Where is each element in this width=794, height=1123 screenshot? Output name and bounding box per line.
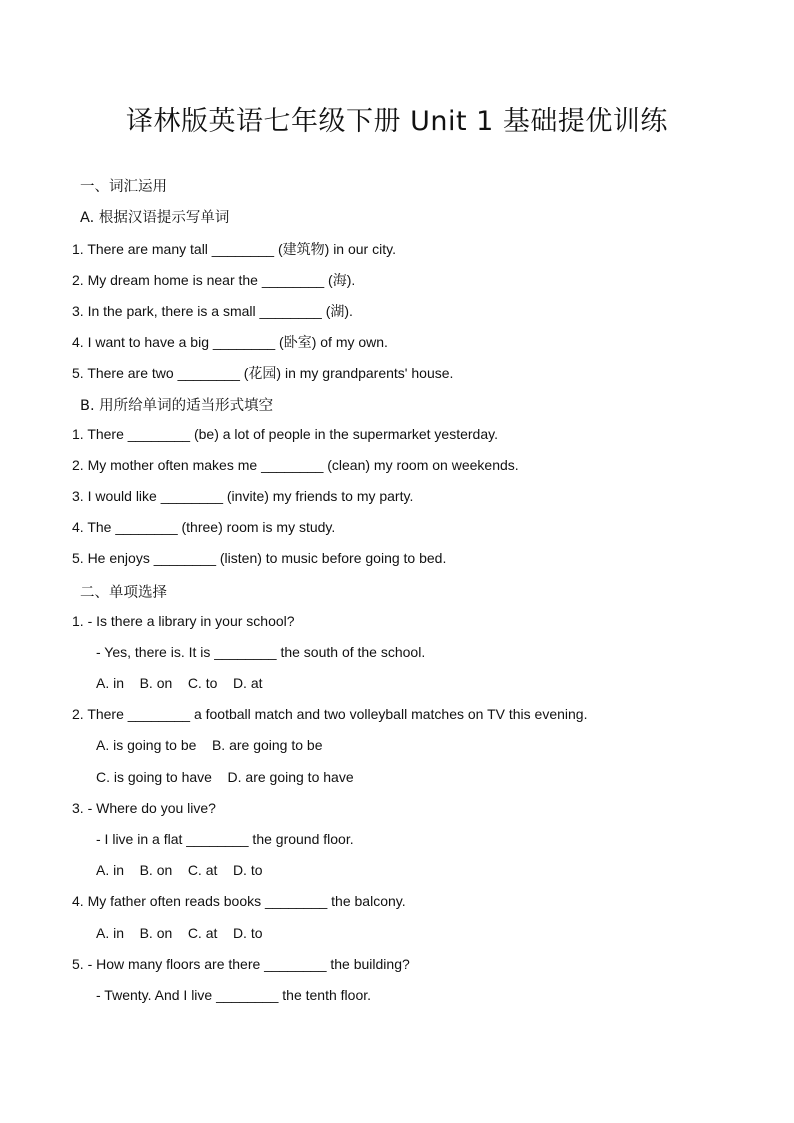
question-line: - Yes, there is. It is ________ the south of the school. — [96, 644, 426, 660]
section-heading-vocabulary: 一、词汇运用 — [80, 179, 167, 195]
list-item: 2. My dream home is near the ________ (海). — [72, 272, 356, 288]
question-line: - I live in a flat ________ the ground floor. — [96, 831, 354, 847]
list-item: 2. My mother often makes me ________ (clean) my room on weekends. — [72, 457, 519, 473]
list-item: 1. There are many tall ________ (建筑物) in our city. — [72, 241, 396, 257]
answer-options: A. is going to be B. are going to be — [96, 737, 323, 753]
list-item: 4. I want to have a big ________ (卧室) of my own. — [72, 334, 388, 350]
answer-options: A. in B. on C. at D. to — [96, 862, 263, 878]
question-stem: 2. There ________ a football match and two volleyball matches on TV this evening. — [72, 706, 588, 722]
answer-options: C. is going to have D. are going to have — [96, 769, 354, 785]
part-a-heading: A. 根据汉语提示写单词 — [80, 210, 230, 226]
part-b-heading: B. 用所给单词的适当形式填空 — [80, 398, 274, 414]
list-item: 3. I would like ________ (invite) my friends to my party. — [72, 488, 414, 504]
page-title: 译林版英语七年级下册 Unit 1 基础提优训练 — [126, 106, 668, 137]
answer-options: A. in B. on C. at D. to — [96, 925, 263, 941]
question-stem: 1. - Is there a library in your school? — [72, 613, 295, 629]
question-stem: 5. - How many floors are there ________ the building? — [72, 956, 410, 972]
question-line: - Twenty. And I live ________ the tenth floor. — [96, 987, 372, 1003]
list-item: 4. The ________ (three) room is my study. — [72, 519, 336, 535]
answer-options: A. in B. on C. to D. at — [96, 675, 263, 691]
question-stem: 4. My father often reads books ________ the balcony. — [72, 893, 406, 909]
list-item: 3. In the park, there is a small ________ (湖). — [72, 303, 353, 319]
section-heading-multiple-choice: 二、单项选择 — [80, 585, 167, 601]
list-item: 1. There ________ (be) a lot of people in the supermarket yesterday. — [72, 426, 498, 442]
list-item: 5. There are two ________ (花园) in my grandparents' house. — [72, 365, 454, 381]
question-stem: 3. - Where do you live? — [72, 800, 216, 816]
list-item: 5. He enjoys ________ (listen) to music before going to bed. — [72, 550, 447, 566]
